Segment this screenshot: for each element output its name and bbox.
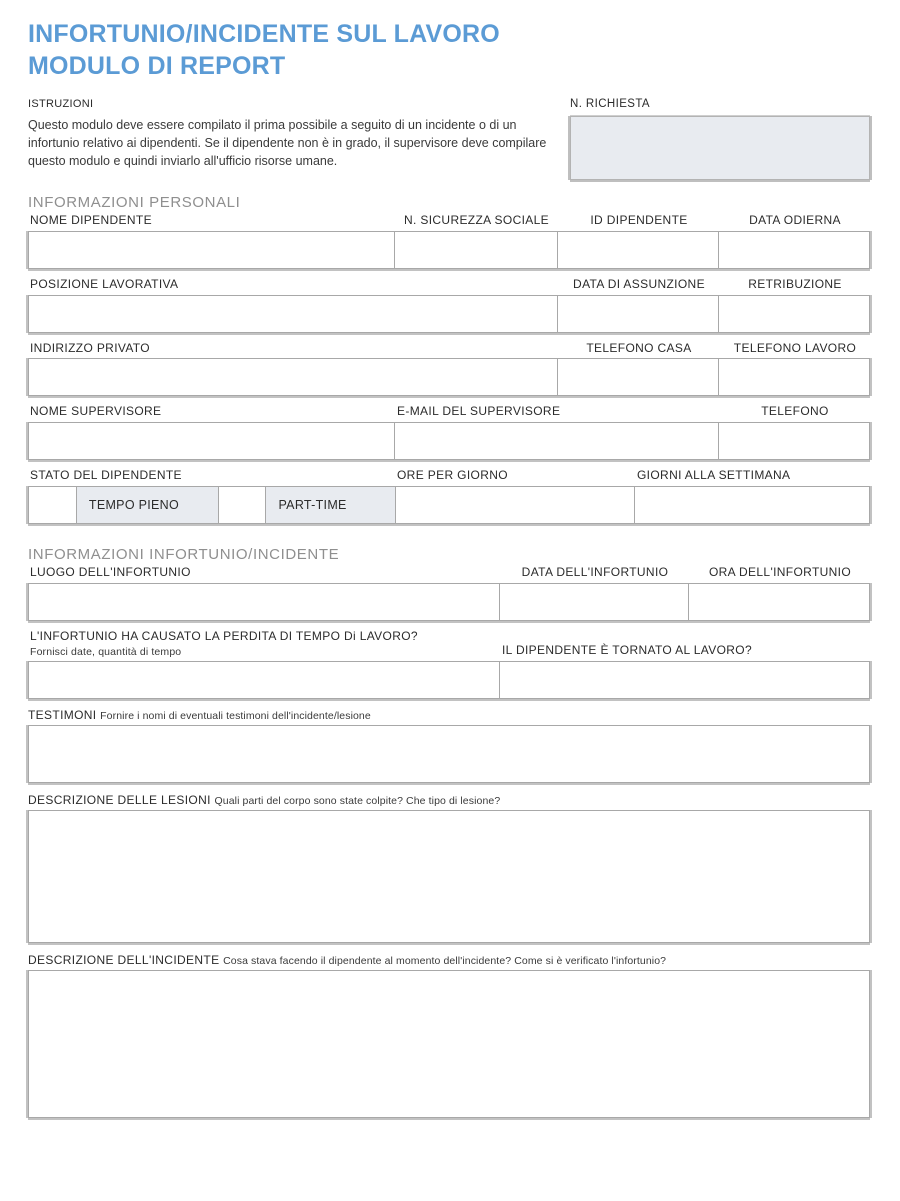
field-row-address: [28, 342, 870, 397]
instructions-body: Questo modulo deve essere compilato il prima possibile a seguito di un incidente o di un infortunio relativo ai dipendenti. Se il dipendente non è in grado, il supervisore deve compilare questo modulo e quindi inviarlo all'ufficio risorse umane.: [28, 118, 547, 168]
input-n-sicurezza-sociale[interactable]: [395, 232, 558, 268]
incident-description-block: [28, 953, 870, 1118]
input-ora-dellinfortunio[interactable]: [689, 584, 869, 620]
injury-description-hint: Quali parti del corpo sono state colpite? Che tipo di lesione?: [214, 794, 501, 807]
input-injury-description[interactable]: [28, 810, 870, 943]
witnesses-hint: Fornire i nomi di eventuali testimoni dell'incidente/lesione: [100, 709, 371, 722]
input-luogo-dellinfortunio[interactable]: [29, 584, 500, 620]
input-email-del-supervisore[interactable]: [395, 423, 719, 459]
input-lost-time[interactable]: [29, 662, 500, 698]
witnesses-label: TESTIMONI: [28, 707, 97, 722]
input-telefono-lavoro[interactable]: [719, 359, 869, 395]
witnesses-label-row: [28, 708, 870, 725]
input-data-odierna[interactable]: [719, 232, 869, 268]
label-id-dipendente: ID DIPENDENTE: [590, 213, 688, 227]
instructions-block: [28, 98, 556, 170]
input-data-di-assunzione[interactable]: [558, 296, 720, 332]
label-data-di-assunzione: DATA DI ASSUNZIONE: [573, 276, 705, 291]
input-nome-supervisore[interactable]: [29, 423, 395, 459]
field-row-lost-time: [28, 630, 870, 699]
injury-description-label-row: [28, 793, 870, 810]
label-telefono-supervisore: TELEFONO: [761, 404, 829, 419]
page-title-line-2: MODULO DI REPORT: [28, 52, 286, 80]
input-ore-per-giorno[interactable]: [396, 487, 634, 523]
field-row-supervisor: [28, 405, 870, 460]
field-row-employee-boxes: [28, 231, 870, 269]
input-posizione-lavorativa[interactable]: [29, 296, 558, 332]
witnesses-block: [28, 708, 870, 783]
input-giorni-alla-settimana[interactable]: [635, 487, 869, 523]
label-nome-supervisore: NOME SUPERVISORE: [30, 404, 162, 419]
field-row-injury-location-labels: [28, 566, 870, 583]
input-indirizzo-privato[interactable]: [29, 359, 558, 395]
page-title: [28, 18, 870, 82]
label-ore-per-giorno: ORE PER GIORNO: [397, 468, 508, 483]
field-row-position-boxes: [28, 295, 870, 333]
field-row-employee-labels: [28, 214, 870, 231]
label-n-sicurezza-sociale: N. SICUREZZA SOCIALE: [403, 213, 550, 227]
input-witnesses[interactable]: [28, 725, 870, 783]
label-giorni-alla-settimana: GIORNI ALLA SETTIMANA: [637, 468, 791, 483]
field-row-employee-status-labels: [28, 469, 870, 486]
label-data-odierna: DATA ODIERNA: [749, 213, 841, 227]
label-stato-del-dipendente: STATO DEL DIPENDENTE: [30, 468, 182, 483]
checkbox-tempo-pieno[interactable]: [29, 487, 77, 523]
injury-description-block: [28, 793, 870, 943]
instructions-and-request-row: [28, 98, 870, 180]
field-row-supervisor-labels: [28, 405, 870, 422]
request-number-input[interactable]: [570, 116, 870, 180]
incident-description-label-row: [28, 953, 870, 970]
field-row-address-boxes: [28, 358, 870, 396]
input-telefono-supervisore[interactable]: [719, 423, 869, 459]
label-ora-dellinfortunio: ORA DELL'INFORTUNIO: [708, 564, 852, 579]
incident-description-hint: Cosa stava facendo il dipendente al momento dell'incidente? Come si è verificato l'infortunio?: [223, 954, 667, 967]
input-telefono-casa[interactable]: [558, 359, 720, 395]
label-retribuzione: RETRIBUZIONE: [748, 276, 842, 291]
label-nome-dipendente: NOME DIPENDENTE: [30, 213, 152, 227]
incident-description-label: DESCRIZIONE DELL'INCIDENTE: [28, 952, 220, 967]
input-returned-to-work[interactable]: [500, 662, 869, 698]
checkbox-part-time[interactable]: [219, 487, 267, 523]
label-indirizzo-privato: INDIRIZZO PRIVATO: [30, 340, 150, 355]
field-row-employee-status-boxes: [28, 486, 870, 524]
field-row-address-labels: [28, 342, 870, 359]
personal-section-heading: INFORMAZIONI PERSONALI: [28, 194, 241, 211]
request-number-block: [556, 98, 870, 180]
label-lost-time-hint: Fornisci date, quantità di tempo: [30, 645, 182, 658]
request-number-label: N. RICHIESTA: [570, 98, 650, 110]
input-incident-description[interactable]: [28, 970, 870, 1118]
field-row-lost-time-labels: [28, 630, 870, 661]
label-telefono-lavoro: TELEFONO LAVORO: [733, 340, 857, 355]
instructions-heading: ISTRUZIONI: [28, 98, 94, 110]
label-cell-tempo-pieno: TEMPO PIENO: [77, 487, 219, 523]
field-row-position-labels: [28, 278, 870, 295]
label-data-dellinfortunio: DATA DELL'INFORTUNIO: [521, 564, 669, 579]
label-cell-part-time: PART-TIME: [266, 487, 396, 523]
label-lost-time-question: L'INFORTUNIO HA CAUSATO LA PERDITA DI TEMPO Di LAVORO?: [30, 628, 418, 643]
field-row-supervisor-boxes: [28, 422, 870, 460]
field-row-employee-status: [28, 469, 870, 524]
field-row-employee: [28, 214, 870, 269]
label-returned-to-work-question: IL DIPENDENTE È TORNATO AL LAVORO?: [502, 642, 752, 657]
page-title-line-1: INFORTUNIO/INCIDENTE SUL LAVORO: [28, 20, 500, 48]
field-row-injury-location-boxes: [28, 583, 870, 621]
input-nome-dipendente[interactable]: [29, 232, 395, 268]
field-row-injury-location: [28, 566, 870, 621]
field-row-lost-time-boxes: [28, 661, 870, 699]
injury-section-heading: INFORMAZIONI INFORTUNIO/INCIDENTE: [28, 545, 340, 563]
label-telefono-casa: TELEFONO CASA: [586, 340, 692, 355]
label-luogo-dellinfortunio: LUOGO DELL'INFORTUNIO: [30, 564, 191, 579]
input-id-dipendente[interactable]: [558, 232, 720, 268]
input-data-dellinfortunio[interactable]: [500, 584, 690, 620]
label-posizione-lavorativa: POSIZIONE LAVORATIVA: [30, 276, 179, 291]
field-row-position: [28, 278, 870, 333]
input-retribuzione[interactable]: [719, 296, 869, 332]
label-email-del-supervisore: E-MAIL DEL SUPERVISORE: [397, 404, 561, 419]
label-lost-time-block: [28, 630, 500, 658]
injury-description-label: DESCRIZIONE DELLE LESIONI: [28, 792, 211, 807]
